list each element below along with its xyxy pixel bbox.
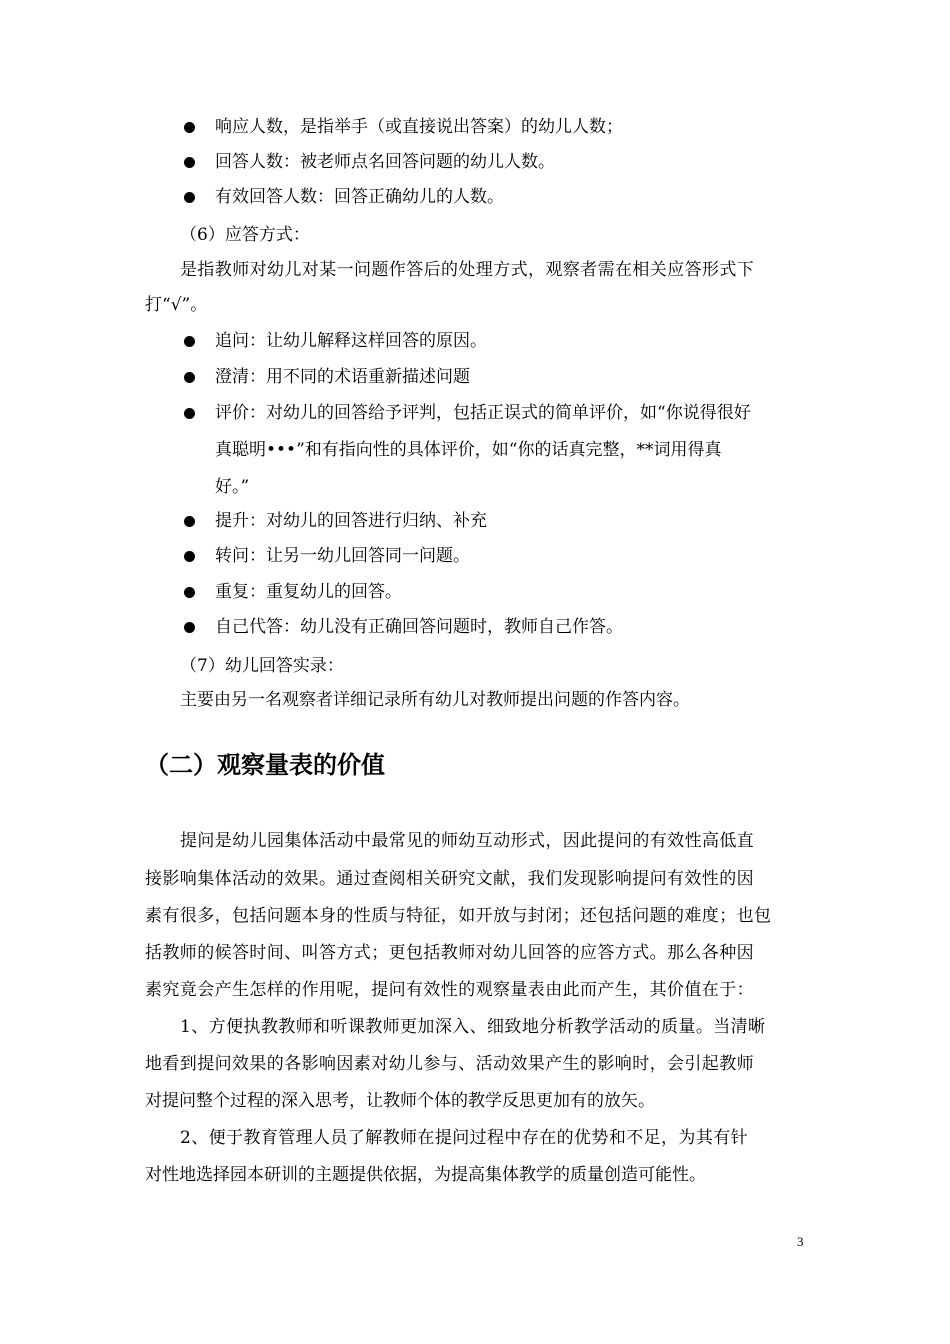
bullet-dot (184, 408, 195, 419)
para2-line1: 1、方便执教教师和听课教师更加深入、细致地分析教学活动的质量。当清晰 (180, 1017, 766, 1037)
para1-line3: 素有很多，包括问题本身的性质与特征，如开放与封闭；还包括问题的难度；也包 (145, 906, 772, 926)
section6-heading: （6）应答方式： (180, 225, 310, 245)
bullet-self-answer: 自己代答：幼儿没有正确回答问题时，教师自己作答。 (215, 617, 623, 637)
bullet-evaluate-line3: 好。” (215, 477, 250, 497)
bullet-responders: 响应人数，是指举手（或直接说出答案）的幼儿人数； (215, 117, 623, 137)
bullet-valid-answerers: 有效回答人数：回答正确幼儿的人数。 (215, 187, 504, 207)
bullet-dot (184, 336, 195, 347)
para1-line5: 素究竟会产生怎样的作用呢，提问有效性的观察量表由此而产生，其价值在于： (145, 980, 754, 1000)
bullet-evaluate-line1: 评价：对幼儿的回答给予评判，包括正误式的简单评价，如“你说得很好 (215, 403, 751, 423)
section7-heading: （7）幼儿回答实录： (180, 656, 344, 676)
para3-line1: 2、便于教育管理人员了解教师在提问过程中存在的优势和不足，为其有针 (180, 1128, 749, 1148)
page-number: 3 (797, 1234, 804, 1249)
bullet-dot (184, 551, 195, 562)
para1-line1: 提问是幼儿园集体活动中最常见的师幼互动形式，因此提问的有效性高低直 (180, 831, 755, 851)
para1-line2: 接影响集体活动的效果。通过查阅相关研究文献，我们发现影响提问有效性的因 (145, 869, 754, 889)
bullet-followup: 追问：让幼儿解释这样回答的原因。 (215, 331, 487, 351)
para1-line4: 括教师的候答时间、叫答方式；更包括教师对幼儿回答的应答方式。那么各种因 (145, 943, 754, 963)
section7-desc: 主要由另一名观察者详细记录所有幼儿对教师提出问题的作答内容。 (180, 690, 690, 710)
bullet-dot (184, 587, 195, 598)
bullet-dot (184, 122, 195, 133)
para3-line2: 对性地选择园本研训的主题提供依据，为提高集体教学的质量创造可能性。 (145, 1165, 706, 1185)
section6-desc-line1: 是指教师对幼儿对某一问题作答后的处理方式，观察者需在相关应答形式下 (180, 260, 755, 280)
bullet-repeat: 重复：重复幼儿的回答。 (215, 582, 402, 602)
bullet-clarify: 澄清：用不同的术语重新描述问题 (215, 367, 470, 387)
para2-line3: 对提问整个过程的深入思考，让教师个体的教学反思更加有的放矢。 (145, 1091, 655, 1111)
para2-line2: 地看到提问效果的各影响因素对幼儿参与、活动效果产生的影响时，会引起教师 (145, 1054, 754, 1074)
bullet-dot (184, 372, 195, 383)
section-title: （二）观察量表的价值 (145, 751, 385, 779)
bullet-evaluate-line2: 真聪明•••”和有指向性的具体评价，如“你的话真完整，**词用得真 (215, 440, 722, 460)
bullet-elevate: 提升：对幼儿的回答进行归纳、补充 (215, 511, 487, 531)
bullet-dot (184, 192, 195, 203)
bullet-answerers: 回答人数：被老师点名回答问题的幼儿人数。 (215, 152, 555, 172)
section6-desc-line2: 打“√”。 (145, 295, 208, 315)
bullet-dot (184, 622, 195, 633)
bullet-dot (184, 157, 195, 168)
bullet-redirect: 转问：让另一幼儿回答同一问题。 (215, 546, 470, 566)
bullet-dot (184, 516, 195, 527)
